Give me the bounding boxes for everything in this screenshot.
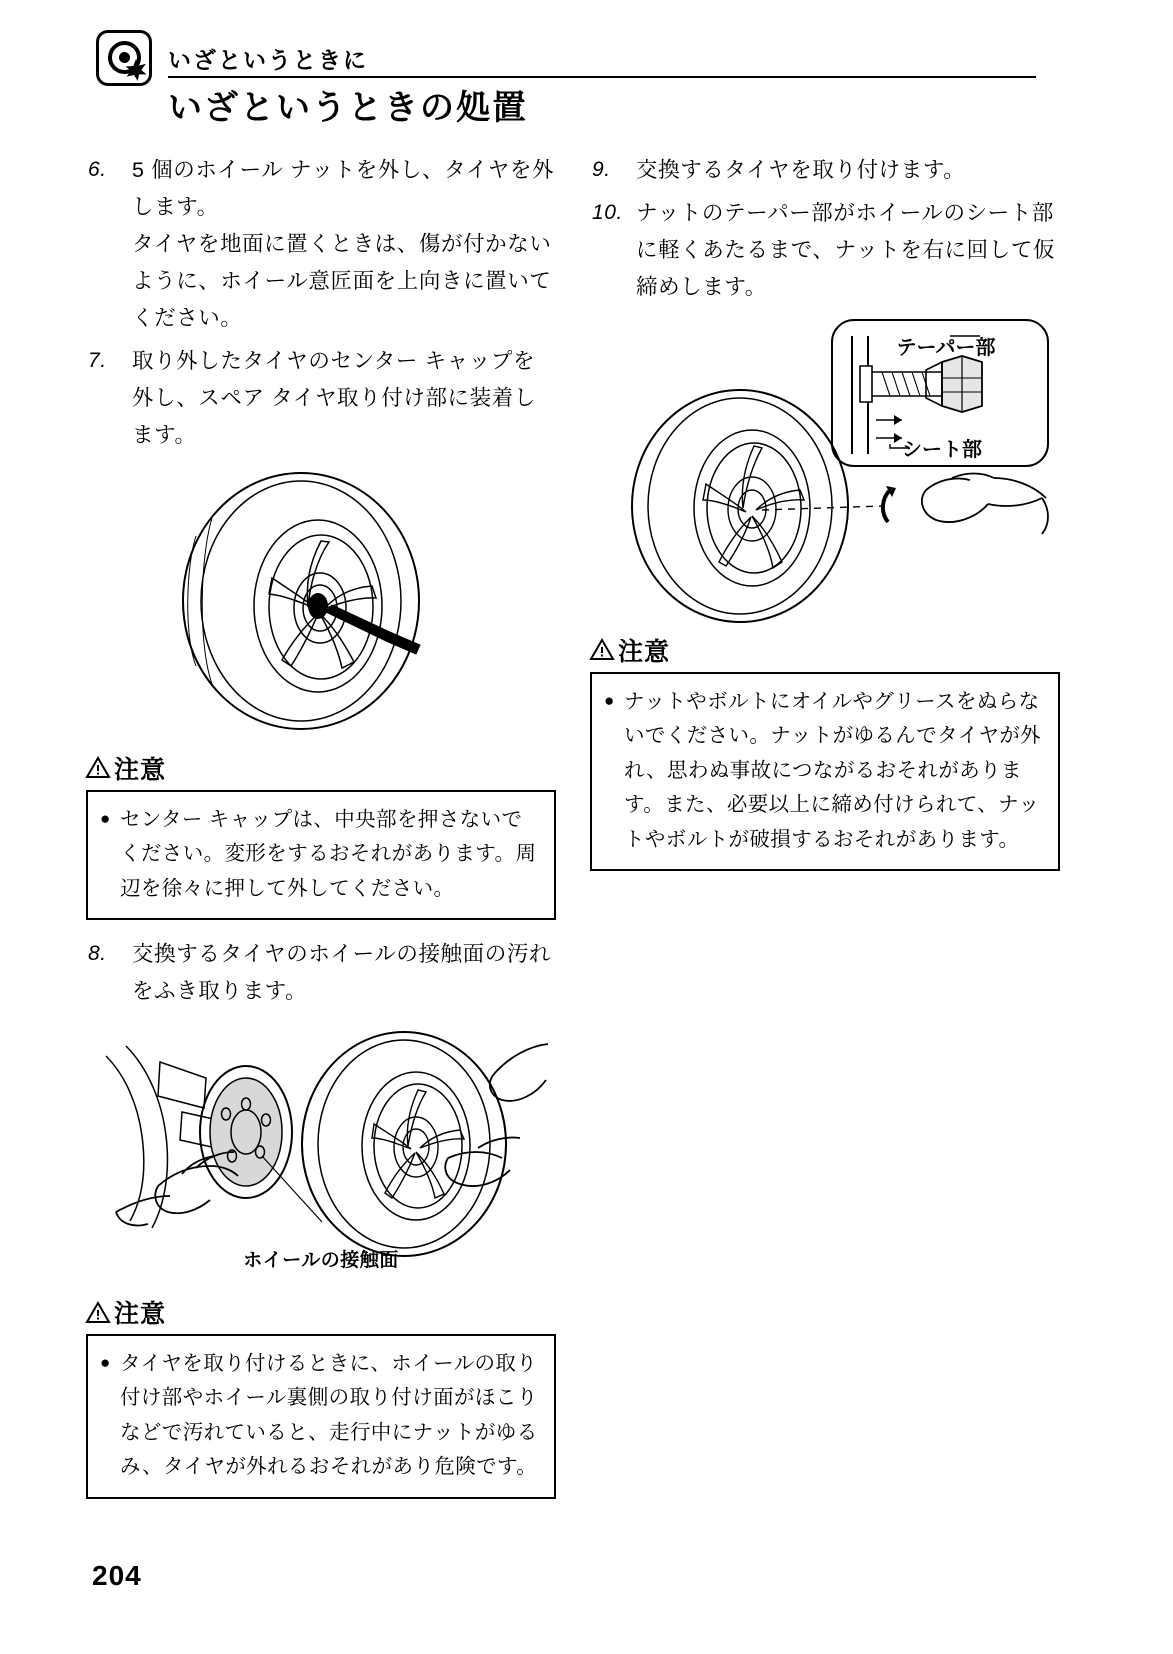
caution-item-text: タイヤを取り付けるときに、ホイールの取り付け部やホイール裏側の取り付け面がほこりなどで汚れていると、走行中にナットがゆるみ、タイヤが外れるおそれがあり危険です。 [120,1352,538,1479]
step-6-paragraph-2: タイヤを地面に置くときは、傷が付かないように、ホイール意匠面を上向きに置いてください。 [132,231,552,330]
step-10-number: 10. [592,200,623,224]
step-8-body [132,936,556,1010]
flat-tire-icon [96,30,152,86]
step-9 [590,152,1060,189]
caution-heading-1 [86,750,556,786]
step-10 [590,195,1060,306]
page-number: 204 [92,1560,142,1591]
bullet-icon: ● [604,690,615,710]
nut-taper-seat-illustration [590,314,1060,624]
caution-heading-2-text: 注意 [114,1300,167,1328]
page-title: いざというときの処置 [168,89,528,127]
step-7 [86,343,556,454]
bullet-icon: ● [100,808,111,828]
callout-seat-text: シート部 [902,438,982,461]
warning-triangle-icon [590,639,614,660]
wheel-contact-surface-illustration [86,1016,556,1276]
warning-triangle-icon [86,757,110,778]
caution-block-no-oil [590,632,1060,871]
step-7-number: 7. [88,348,107,372]
bullet-icon: ● [100,1353,111,1372]
figure-2-caption: ホイールの接触面 [243,1250,399,1271]
caution-item-text: センター キャップは、中央部を押さないでください。変形をするおそれがあります。周辺を徐々に押して外してください。 [120,807,537,900]
caution-box-2 [86,1334,556,1499]
step-8 [86,936,556,1010]
caution-block-mounting-surface [86,1294,556,1499]
caution-heading-3-text: 注意 [618,637,671,666]
caution-block-center-cap [86,750,556,920]
header-eyebrow: いざというときに [168,47,368,73]
caution-box-1 [86,790,556,920]
right-column [590,152,1060,871]
step-8-number: 8. [88,942,107,966]
warning-triangle-icon [86,1302,110,1323]
center-cap-removal-illustration [86,466,556,736]
step-9-paragraph-1: 交換するタイヤを取り付けます。 [636,158,966,182]
step-6-paragraph-1: 5 個のホイール ナットを外し、タイヤを外します。 [132,158,555,219]
step-9-body [636,152,1060,189]
caution-item-text: ナットやボルトにオイルやグリースをぬらないでください。ナットがゆるんでタイヤが外れ、思わぬ事故につながるおそれがあります。また、必要以上に締め付けられて、ナットやボルトが破損するおそれがあります。 [624,689,1042,851]
step-9-number: 9. [592,158,611,181]
caution-item [100,1347,540,1485]
caution-heading-2 [86,1294,556,1330]
step-6 [86,152,556,337]
caution-item [604,685,1044,857]
step-10-paragraph-1: ナットのテーパー部がホイールのシート部に軽くあたるまで、ナットを右に回して仮締めします。 [636,200,1056,299]
step-8-paragraph-1: 交換するタイヤのホイールの接触面の汚れをふき取ります。 [132,942,552,1004]
callout-taper-text: テーパー部 [896,336,996,359]
step-7-body [132,343,556,454]
step-6-body [132,152,556,337]
caution-box-3 [590,672,1060,871]
header-divider [168,76,1036,78]
caution-heading-3 [590,632,1060,668]
step-6-number: 6. [88,158,107,181]
caution-heading-1-text: 注意 [114,755,167,784]
left-column [86,152,556,1499]
caution-item [100,803,540,906]
page-header [96,24,1036,127]
step-7-paragraph-1: 取り外したタイヤのセンター キャップを外し、スペア タイヤ取り付け部に装着します。 [132,348,536,447]
step-10-body [636,195,1060,306]
